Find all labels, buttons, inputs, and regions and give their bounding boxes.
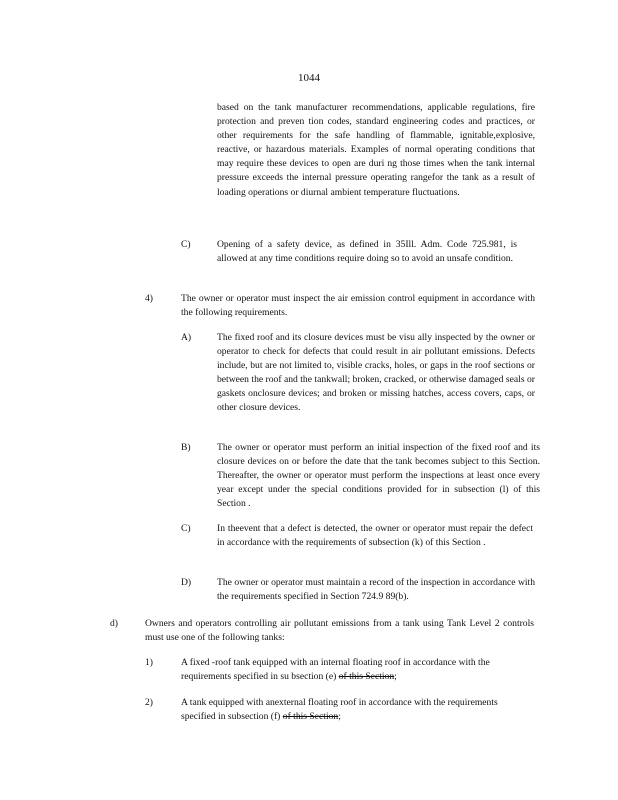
item-a-text: The fixed roof and its closure devices must be visu ally inspected by the owner or operator to check for defects that could result in air pollutant emissions. Defects include, but are not limited to, visible cracks, holes, or gaps in the roof sections or between the roof and the tankwall; broken, cracked, or otherwise damaged seals or gaskets onclosure devices; and broken or missing hatches, access covers, caps, or other closure devices. (217, 332, 535, 414)
item-2-label: 2) (145, 697, 153, 708)
item-1-body: A fixed -roof tank equipped with an internal floating roof in accordance with the requirements specified in su bsection (e) (181, 657, 490, 683)
item-1-struck: of this Section (338, 671, 395, 683)
section-d-label: d) (110, 618, 118, 629)
item-d-label: D) (181, 577, 192, 588)
page-number: 1044 (298, 72, 320, 84)
item-c-label: C) (181, 239, 191, 250)
item-b-label: B) (181, 442, 191, 453)
item-2-body: A tank equipped with anexternal floating roof in accordance with the requirements specified in subsection (f) (181, 697, 498, 723)
item-1-label: 1) (145, 657, 153, 668)
item-2-struck: of this Section (282, 711, 339, 723)
item-2-text (181, 696, 515, 724)
item-1-tail: ; (394, 671, 397, 683)
item-4-text: The owner or operator must inspect the air emission control equipment in accordance with the following requirements. (181, 293, 535, 319)
item-b-text: The owner or operator must perform an initial inspection of the fixed roof and its closure devices on or before the date that the tank becomes subject to this Section. Thereafter, the owner or operator must perform the inspections at least once every year except under the special conditions provided for in subsection (l) of this Section . (217, 442, 540, 510)
item-a-label: A) (181, 332, 192, 343)
section-d-text: Owners and operators controlling air pollutant emissions from a tank using Tank Level 2 controls must use one of the following tanks: (145, 618, 534, 644)
item-c2-label: C) (181, 523, 191, 534)
item-1-text (181, 656, 515, 684)
continuation-paragraph: based on the tank manufacturer recommendations, applicable regulations, fire protection and preven tion codes, standard engineering codes and practices, or other requirements for the safe handling of flammable, ignitable,explosive, reactive, or hazardous materials. Examples of normal operating conditions that may require these devices to open are duri ng those times when the tank internal pressure exceeds the internal pressure operating rangefor the tank as a result of loading operations or diurnal ambient temperature fluctuations. (217, 102, 535, 198)
item-2-tail: ; (338, 711, 341, 723)
item-4-label: 4) (145, 293, 153, 304)
item-c-text: Opening of a safety device, as defined in 35Ill. Adm. Code 725.981, is allowed at any time conditions require doing so to avoid an unsafe condition. (217, 239, 517, 265)
item-d-text: The owner or operator must maintain a record of the inspection in accordance with the requirements specified in Section 724.9 89(b). (217, 577, 535, 603)
item-c2-text: In theevent that a defect is detected, the owner or operator must repair the defect in accordance with the requirements of subsection (k) of this Section . (217, 523, 533, 549)
